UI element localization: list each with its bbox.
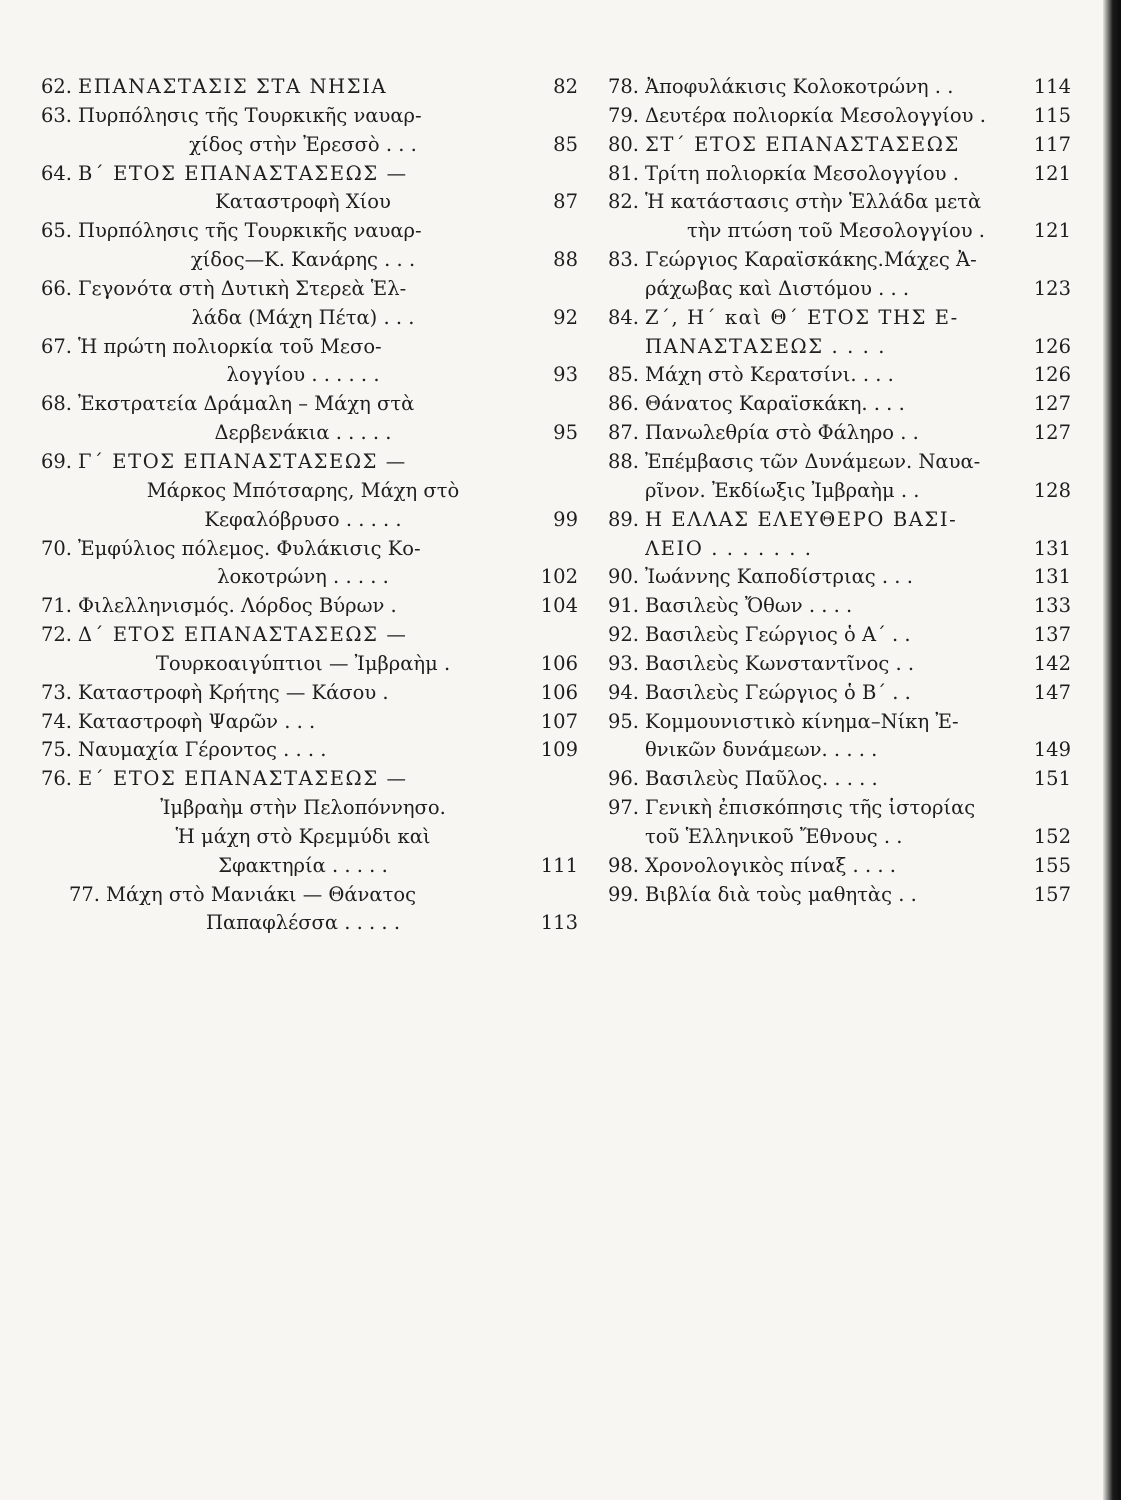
toc-line: [601, 102, 1071, 131]
toc-entry-number: 99.: [607, 882, 639, 906]
toc-entry-number: 79.: [607, 103, 639, 127]
toc-line: [26, 909, 578, 938]
toc-line: [26, 102, 578, 131]
toc-entry-title: Δερβενάκια . . . . .: [214, 421, 392, 445]
toc-entry-title: Καταστροφὴ Χίου: [215, 190, 391, 214]
toc-line: [601, 275, 1071, 304]
toc-left-column: [26, 73, 578, 938]
toc-entry-title: Γεώργιος Καραϊσκάκης.Μάχες Ἀ-: [645, 248, 977, 272]
toc-entry-number: 78.: [607, 75, 639, 98]
toc-entry-number: 73.: [40, 680, 72, 704]
toc-line: [601, 361, 1071, 390]
toc-entry-page: 157: [1033, 882, 1071, 906]
toc-entry-title: Μάρκος Μπότσαρης, Μάχη στὸ: [146, 478, 460, 502]
toc-entry-page: 107: [540, 709, 578, 733]
toc-entry-page: 127: [1033, 421, 1071, 445]
toc-line: [26, 361, 578, 390]
toc-entry-page: 88: [553, 248, 578, 272]
toc-entry-title: χίδος—Κ. Κανάρης . . .: [190, 248, 416, 272]
toc-entry-number: 74.: [40, 709, 72, 733]
toc-line: [601, 765, 1071, 794]
toc-entry-title: Ἡ πρώτη πολιορκία τοῦ Μεσο-: [78, 334, 382, 358]
toc-line: [26, 448, 578, 477]
toc-entry-title: Γ΄ ΕΤΟΣ ΕΠΑΝΑΣΤΑΣΕΩΣ —: [78, 449, 407, 473]
toc-line: [601, 592, 1071, 621]
toc-entry-number: 92.: [607, 623, 639, 647]
toc-entry-title: Ναυμαχία Γέροντος . . . .: [78, 738, 327, 762]
toc-entry-number: 86.: [607, 392, 639, 416]
toc-entry-number: 65.: [40, 219, 72, 243]
toc-entry-number: 81.: [607, 161, 639, 185]
toc-entry-page: 126: [1033, 334, 1071, 358]
toc-entry-number: 64.: [40, 161, 72, 185]
toc-entry-title: Ἰωάννης Καποδίστριας . . .: [645, 565, 913, 589]
toc-entry-page: 151: [1033, 767, 1071, 791]
toc-line: [601, 535, 1071, 564]
toc-entry-number: 85.: [607, 363, 639, 387]
toc-entry-page: 114: [1033, 75, 1071, 98]
toc-line: [601, 708, 1071, 737]
toc-entry-title: ΣΤ΄ ΕΤΟΣ ΕΠΑΝΑΣΤΑΣΕΩΣ: [645, 132, 960, 156]
toc-entry-page: 127: [1033, 392, 1071, 416]
toc-entry-title: τοῦ Ἑλληνικοῦ Ἔθνους . .: [645, 824, 903, 848]
toc-entry-page: 149: [1033, 738, 1071, 762]
toc-line: [26, 390, 578, 419]
toc-entry-number: 68.: [40, 392, 72, 416]
toc-line: [601, 881, 1071, 910]
toc-entry-page: 99: [553, 507, 578, 531]
toc-line: [26, 419, 578, 448]
toc-entry-title: Γενικὴ ἐπισκόπησις τῆς ἱστορίας: [645, 796, 976, 820]
toc-entry-page: 126: [1033, 363, 1071, 387]
toc-entry-title: Βιβλία διὰ τοὺς μαθητὰς . .: [645, 882, 917, 906]
toc-entry-number: 69.: [40, 449, 72, 473]
toc-line: [26, 852, 578, 881]
toc-entry-number: 76.: [40, 767, 72, 791]
toc-entry-number: 75.: [40, 738, 72, 762]
toc-entry-title: χίδος στὴν Ἐρεσσὸ . . .: [189, 132, 417, 156]
toc-entry-page: 121: [1033, 161, 1071, 185]
toc-entry-number: 66.: [40, 276, 72, 300]
toc-line: [601, 506, 1071, 535]
toc-entry-page: 93: [553, 363, 578, 387]
toc-entry-page: 123: [1033, 276, 1071, 300]
toc-entry-number: 70.: [40, 536, 72, 560]
toc-entry-title: Βασιλεὺς Γεώργιος ὁ Α΄ . .: [645, 623, 911, 647]
toc-line: [26, 794, 578, 823]
toc-line: [26, 679, 578, 708]
toc-entry-number: 80.: [607, 132, 639, 156]
toc-entry-title: Τουρκοαιγύπτιοι — Ἰμβραὴμ .: [155, 651, 451, 675]
toc-entry-title: Ἡ μάχη στὸ Κρεμμύδι καὶ: [175, 824, 431, 848]
toc-entry-page: 106: [540, 680, 578, 704]
toc-entry-title: Πυρπόλησις τῆς Τουρκικῆς ναυαρ-: [78, 219, 422, 243]
toc-entry-title: Φιλελληνισμός. Λόρδος Βύρων .: [78, 594, 397, 618]
toc-entry-number: 67.: [40, 334, 72, 358]
toc-line: [26, 506, 578, 535]
toc-entry-page: 85: [553, 132, 578, 156]
toc-line: [26, 823, 578, 852]
toc-entry-title: Η ΕΛΛΑΣ ΕΛΕΥΘΕΡΟ ΒΑΣΙ-: [645, 507, 958, 531]
toc-line: [601, 794, 1071, 823]
toc-line: [601, 679, 1071, 708]
toc-line: [26, 160, 578, 189]
toc-entry-title: Ἐμφύλιος πόλεμος. Φυλάκισις Κο-: [78, 536, 421, 560]
toc-line: [26, 304, 578, 333]
toc-line: [601, 131, 1071, 160]
toc-line: [601, 333, 1071, 362]
toc-entry-number: 96.: [607, 767, 639, 791]
toc-line: [26, 765, 578, 794]
toc-line: [26, 73, 578, 102]
toc-entry-title: Ε΄ ΕΤΟΣ ΕΠΑΝΑΣΤΑΣΕΩΣ —: [78, 767, 408, 791]
toc-entry-title: Βασιλεὺς Κωνσταντῖνος . .: [645, 651, 915, 675]
toc-entry-page: 95: [553, 421, 578, 445]
toc-line: [601, 448, 1071, 477]
toc-entry-title: ράχωβας καὶ Διστόμου . . .: [645, 276, 910, 300]
toc-entry-title: Ἀποφυλάκισις Κολοκοτρώνη . .: [645, 75, 954, 98]
toc-entry-title: Πυρπόλησις τῆς Τουρκικῆς ναυαρ-: [78, 103, 422, 127]
toc-entry-page: 131: [1033, 536, 1071, 560]
toc-entry-page: 128: [1033, 478, 1071, 502]
toc-line: [601, 160, 1071, 189]
toc-entry-number: 87.: [607, 421, 639, 445]
toc-entry-page: 137: [1033, 623, 1071, 647]
toc-line: [26, 592, 578, 621]
toc-entry-page: 102: [540, 565, 578, 589]
toc-line: [601, 304, 1071, 333]
toc-entry-title: λοκοτρώνη . . . . .: [217, 565, 389, 589]
toc-entry-number: 97.: [607, 796, 639, 820]
page-edge-shadow: [1103, 0, 1121, 1500]
toc-entry-title: Μάχη στὸ Μανιάκι — Θάνατος: [106, 882, 417, 906]
toc-line: [26, 650, 578, 679]
toc-entry-title: Χρονολογικὸς πίναξ . . . .: [645, 853, 896, 877]
toc-entry-number: 88.: [607, 449, 639, 473]
toc-line: [601, 73, 1071, 102]
toc-entry-page: 155: [1033, 853, 1071, 877]
toc-line: [601, 188, 1071, 217]
toc-entry-page: 152: [1033, 824, 1071, 848]
toc-entry-page: 113: [540, 911, 578, 935]
toc-entry-title: Γεγονότα στὴ Δυτικὴ Στερεὰ Ἑλ-: [78, 276, 407, 300]
toc-entry-number: 95.: [607, 709, 639, 733]
toc-line: [26, 246, 578, 275]
toc-line: [26, 621, 578, 650]
toc-entry-title: Βασιλεὺς Γεώργιος ὁ Β΄ . .: [645, 680, 911, 704]
toc-entry-number: 89.: [607, 507, 639, 531]
toc-entry-title: Ζ΄, Η΄ καὶ Θ΄ ΕΤΟΣ ΤΗΣ Ε-: [645, 305, 959, 329]
toc-entry-title: Δ΄ ΕΤΟΣ ΕΠΑΝΑΣΤΑΣΕΩΣ —: [78, 623, 408, 647]
toc-entry-title: Κομμουνιστικὸ κίνημα–Νίκη Ἐ-: [645, 709, 959, 733]
toc-entry-page: 82: [553, 75, 578, 98]
toc-entry-number: 72.: [40, 623, 72, 647]
toc-entry-title: Ἐπέμβασις τῶν Δυνάμεων. Ναυα-: [645, 449, 981, 473]
toc-entry-title: Βασιλεὺς Παῦλος. . . . .: [645, 767, 878, 791]
toc-entry-title: Ἡ κατάστασις στὴν Ἑλλάδα μετὰ: [645, 190, 982, 214]
toc-line: [601, 650, 1071, 679]
toc-entry-number: 83.: [607, 248, 639, 272]
toc-entry-number: 94.: [607, 680, 639, 704]
toc-entry-title: Ἰμβραὴμ στὴν Πελοπόννησο.: [160, 796, 446, 820]
toc-line: [601, 217, 1071, 246]
toc-entry-title: Β΄ ΕΤΟΣ ΕΠΑΝΑΣΤΑΣΕΩΣ —: [78, 161, 408, 185]
toc-entry-page: 147: [1033, 680, 1071, 704]
toc-entry-number: 90.: [607, 565, 639, 589]
toc-right-column: [601, 73, 1071, 909]
toc-line: [601, 823, 1071, 852]
toc-line: [26, 881, 578, 910]
toc-line: [601, 736, 1071, 765]
toc-line: [601, 390, 1071, 419]
toc-line: [601, 246, 1071, 275]
toc-entry-title: Μάχη στὸ Κερατσίνι. . . .: [645, 363, 894, 387]
toc-entry-page: 117: [1033, 132, 1071, 156]
toc-line: [26, 217, 578, 246]
toc-entry-number: 82.: [607, 190, 639, 214]
toc-entry-title: Πανωλεθρία στὸ Φάληρο . .: [645, 421, 919, 445]
toc-entry-title: Καταστροφὴ Ψαρῶν . . .: [78, 709, 316, 733]
toc-line: [26, 333, 578, 362]
toc-entry-number: 62.: [40, 75, 72, 98]
toc-entry-title: Δευτέρα πολιορκία Μεσολογγίου .: [645, 103, 986, 127]
toc-entry-title: Τρίτη πολιορκία Μεσολογγίου .: [645, 161, 959, 185]
toc-entry-page: 111: [540, 853, 578, 877]
toc-entry-number: 77.: [68, 882, 100, 906]
toc-line: [26, 736, 578, 765]
toc-entry-page: 92: [553, 305, 578, 329]
toc-entry-title: Βασιλεὺς Ὄθων . . . .: [645, 594, 853, 618]
toc-entry-title: ρῖνον. Ἐκδίωξις Ἰμβραὴμ . .: [645, 478, 920, 502]
toc-entry-title: ΕΠΑΝΑΣΤΑΣΙΣ ΣΤΑ ΝΗΣΙΑ: [78, 75, 388, 98]
toc-line: [26, 477, 578, 506]
toc-entry-title: λάδα (Μάχη Πέτα) . . .: [191, 305, 415, 329]
toc-line: [26, 563, 578, 592]
toc-line: [601, 621, 1071, 650]
toc-entry-page: 104: [540, 594, 578, 618]
toc-entry-title: Ἐκστρατεία Δράμαλη – Μάχη στὰ: [78, 392, 415, 416]
toc-entry-title: Κεφαλόβρυσο . . . . .: [204, 507, 402, 531]
toc-entry-page: 109: [540, 738, 578, 762]
toc-entry-title: Παπαφλέσσα . . . . .: [205, 911, 401, 935]
toc-entry-page: 121: [1033, 219, 1071, 243]
toc-entry-title: Καταστροφὴ Κρήτης — Κάσου .: [78, 680, 389, 704]
toc-entry-number: 84.: [607, 305, 639, 329]
toc-entry-title: Σφακτηρία . . . . .: [218, 853, 388, 877]
toc-entry-page: 131: [1033, 565, 1071, 589]
toc-line: [26, 131, 578, 160]
toc-entry-page: 115: [1033, 103, 1071, 127]
toc-entry-title: ΠΑΝΑΣΤΑΣΕΩΣ . . . .: [645, 334, 887, 358]
toc-entry-title: θνικῶν δυνάμεων. . . . .: [645, 738, 878, 762]
toc-line: [26, 188, 578, 217]
toc-line: [26, 708, 578, 737]
toc-line: [26, 275, 578, 304]
toc-line: [601, 477, 1071, 506]
toc-line: [26, 535, 578, 564]
toc-line: [601, 419, 1071, 448]
toc-entry-title: τὴν πτώση τοῦ Μεσολογγίου .: [687, 219, 985, 243]
toc-entry-page: 142: [1033, 651, 1071, 675]
toc-entry-number: 98.: [607, 853, 639, 877]
toc-entry-number: 91.: [607, 594, 639, 618]
toc-entry-title: Θάνατος Καραϊσκάκη. . . .: [645, 392, 905, 416]
toc-entry-title: ΛΕΙΟ . . . . . . .: [645, 536, 813, 560]
toc-entry-page: 133: [1033, 594, 1071, 618]
toc-entry-page: 106: [540, 651, 578, 675]
toc-entry-title: λογγίου . . . . . .: [226, 363, 380, 387]
toc-entry-number: 71.: [40, 594, 72, 618]
toc-entry-number: 93.: [607, 651, 639, 675]
toc-entry-number: 63.: [40, 103, 72, 127]
toc-line: [601, 852, 1071, 881]
toc-entry-page: 87: [553, 190, 578, 214]
toc-line: [601, 563, 1071, 592]
